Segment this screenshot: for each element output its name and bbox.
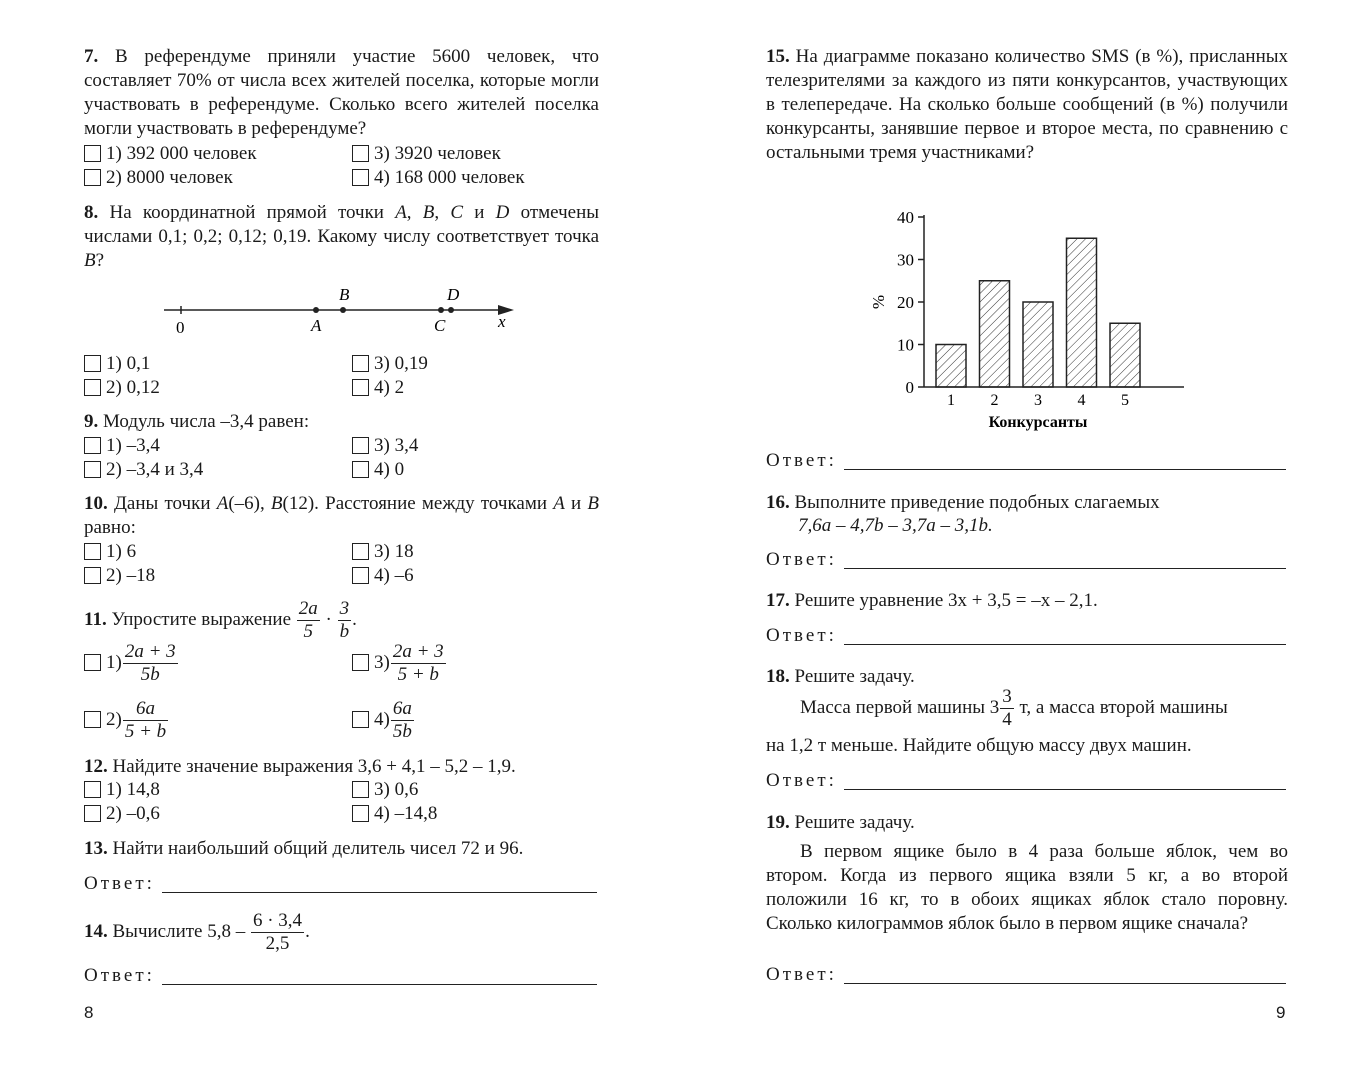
checkbox[interactable] [352,355,369,372]
x-axis-label: Конкурсанты [988,414,1088,431]
checkbox[interactable] [352,805,369,822]
question-7 [84,45,599,141]
option[interactable] [84,434,160,458]
question-number: 18. [766,666,790,687]
checkbox[interactable] [352,145,369,162]
zero-label: 0 [176,318,185,337]
checkbox[interactable] [84,781,101,798]
question-number: 15. [766,46,790,67]
y-tick-label: 40 [897,208,914,227]
fraction: $\frac{2a + 3}{5 + b}$ [392,641,444,685]
option[interactable] [84,698,169,743]
checkbox[interactable] [352,169,369,186]
answer-line[interactable] [162,892,597,893]
x-tick-label: 1 [947,392,955,409]
answer-field[interactable] [766,769,1288,793]
option[interactable] [352,802,437,826]
question-9 [84,410,599,434]
option[interactable] [84,802,160,826]
fraction: $\frac{6 \cdot 3,4}{2,5}$ [252,910,303,954]
question-text: Решите задачу. [794,666,915,687]
option-label: 3) 0,19 [374,353,428,374]
x-tick-label: 5 [1121,392,1129,409]
y-tick-label: 30 [897,250,914,270]
task-text-part: Масса первой машины 3 [800,696,1000,718]
point-name: A [395,202,407,223]
task-text [800,686,1288,731]
checkbox[interactable] [352,711,369,728]
question-number: 17. [766,590,790,611]
checkbox[interactable] [352,437,369,454]
punct: . [305,920,310,942]
bar [936,345,966,388]
x-tick-label: 3 [1034,392,1042,409]
answer-field[interactable] [84,872,599,896]
question-8 [84,201,599,273]
point-name: B [587,493,600,514]
option[interactable] [84,376,160,400]
answer-label: Ответ: [84,965,155,986]
option[interactable] [352,698,415,743]
task-text: В первом ящике было в 4 раза больше яблок, чем во втором. Когда из первого ящика взяли 5 кг, а во второй положили 16 кг, то в обоих ящиках яблок стало поровну. Сколько килограммов яблок было в первом ящике сначала? [766,841,1288,934]
option-label: 1) 0,1 [106,353,151,374]
question-17 [766,589,1288,613]
point-name: A [216,493,229,514]
question-text: Модуль числа –3,4 равен: [103,411,310,432]
option[interactable] [84,641,179,686]
fraction: $\frac{6a}{5 + b}$ [124,698,167,742]
question-12 [84,755,599,779]
x-tick-label: 2 [990,392,999,409]
punct: . [352,608,357,630]
answer-field[interactable] [766,548,1288,572]
question-text: равно: [84,517,136,538]
option[interactable] [84,540,136,564]
option[interactable] [84,352,150,376]
option[interactable] [84,564,155,588]
answer-line[interactable] [844,789,1286,790]
answer-line[interactable] [844,568,1286,569]
point-name: B [422,202,435,223]
answer-line[interactable] [844,469,1286,470]
question-11 [84,598,599,643]
checkbox[interactable] [84,567,101,584]
fraction: $\frac{3}{b}$ [339,598,350,642]
option-label: 4) 0 [374,459,405,480]
conjunction: и [564,493,588,514]
option[interactable] [352,564,414,588]
left-page [84,0,599,1080]
question-10 [84,492,599,540]
option[interactable] [352,434,418,458]
checkbox[interactable] [352,461,369,478]
answer-field[interactable] [766,449,1288,473]
question-text: Решите задачу. [794,812,915,833]
question-text: На координатной прямой точки [109,202,396,223]
option-label: 3) 3920 человек [374,143,501,164]
bar [1110,323,1140,387]
checkbox[interactable] [352,379,369,396]
option-label: 2) –18 [106,565,156,586]
task-text: на 1,2 т меньше. Найдите общую массу двух машин. [766,735,1192,756]
point-b [340,307,346,313]
answer-label: Ответ: [84,873,155,894]
y-tick-label: 0 [905,378,914,397]
option-label: 4) –6 [374,565,414,586]
answer-label: Ответ: [766,625,837,646]
option[interactable] [352,641,447,686]
answer-label: Ответ: [766,450,837,471]
y-tick-label: 20 [897,293,914,312]
x-tick-label: 4 [1077,392,1086,409]
point-c [438,307,444,313]
question-text: (12). Расстояние между точками [282,493,554,514]
point-a [313,307,319,313]
answer-field[interactable] [84,964,599,988]
option[interactable] [84,458,203,482]
answer-line[interactable] [162,984,597,985]
question-text: Даны точки [113,493,217,514]
point-name: C [450,202,464,223]
checkbox[interactable] [84,437,101,454]
bar [980,281,1010,387]
question-number: 13. [84,838,108,859]
question-number: 9. [84,411,99,432]
question-text: На диаграмме показано количество SMS (в %), присланных телезрителями за каждого из пяти конкурсантов, участвующих в телепередаче. На сколько больше сообщений (в %) получили конкурсанты, занявшие первое и второе места, по сравнению с остальными тремя участниками? [766,46,1288,163]
point-name: B [84,250,96,271]
option-label: 2) 8000 человек [106,167,233,188]
question-number: 11. [84,608,107,630]
punct: ? [95,250,105,271]
option[interactable] [352,352,428,376]
number-line [159,282,609,342]
checkbox[interactable] [84,379,101,396]
question-number: 19. [766,812,790,833]
point-name: D [495,202,510,223]
option[interactable] [84,166,233,190]
question-text: В референдуме приняли участие 5600 человек, что составляет 70% от числа всех жителей поселка, которые могли участвовать в референдуме. Сколько всего жителей поселка могли участвовать в референдуме? [84,46,599,139]
answer-label: Ответ: [766,549,837,570]
option[interactable] [352,142,501,166]
option-label: 4) 168 000 человек [374,167,525,188]
answer-field[interactable] [766,963,1288,987]
fraction: $\frac{2a + 3}{5b}$ [124,641,176,685]
checkbox[interactable] [84,355,101,372]
option-label: 4) –14,8 [374,803,438,824]
option-label: 4) [374,708,390,730]
checkbox[interactable] [84,805,101,822]
bar [1023,302,1053,387]
task-text-part: т, а масса второй машины [1014,696,1228,718]
question-16 [766,491,1288,515]
answer-label: Ответ: [766,964,837,985]
option-label: 3) 18 [374,541,414,562]
checkbox[interactable] [84,169,101,186]
y-axis-label: % [869,294,888,310]
answer-field[interactable] [766,624,1288,648]
option-label: 4) 2 [374,377,405,398]
checkbox[interactable] [352,543,369,560]
question-number: 14. [84,920,108,942]
checkbox[interactable] [84,145,101,162]
label-a: A [311,316,322,335]
option[interactable] [352,166,525,190]
y-tick-label: 10 [897,335,914,355]
bar-chart [861,200,1191,440]
fraction: $\frac{2a}{5}$ [298,598,318,642]
option[interactable] [84,142,257,166]
label-c: C [434,316,446,335]
question-number: 16. [766,492,790,513]
punct: , [406,202,423,223]
label-d: D [447,285,460,304]
option[interactable] [352,458,404,482]
checkbox[interactable] [352,781,369,798]
answer-line[interactable] [844,644,1286,645]
multiply-sign: · [320,608,337,630]
option-label: 3) [374,651,390,673]
answer-line[interactable] [844,983,1286,984]
question-text: Найдите значение выражения 3,6 + 4,1 – 5,2 – 1,9. [112,756,516,777]
answer-label: Ответ: [766,770,837,791]
page-number-left: 8 [84,1003,94,1022]
option[interactable] [84,778,160,802]
option-label: 1) 14,8 [106,779,160,800]
checkbox[interactable] [84,654,101,671]
option-label: 3) 3,4 [374,435,419,456]
question-text: Упростите выражение [111,608,292,630]
option[interactable] [352,540,414,564]
option-label: 3) 0,6 [374,779,419,800]
question-text: Выполните приведение подобных слагаемых [794,492,1160,513]
point-d [448,307,454,313]
conjunction: и [463,202,496,223]
option-label: 1) 6 [106,541,137,562]
option-label: 1) –3,4 [106,435,160,456]
option-label: 1) [106,651,122,673]
checkbox[interactable] [84,543,101,560]
question-number: 8. [84,202,99,223]
question-text: Найти наибольший общий делитель чисел 72 и 96. [112,838,524,859]
option-label: 2) [106,708,122,730]
bar [1067,238,1097,387]
question-text: отмечены числами 0,1; 0,2; 0,12; 0,19. Какому числу соответствует точка [84,202,600,247]
question-15 [766,45,1288,165]
checkbox[interactable] [352,567,369,584]
checkbox[interactable] [84,461,101,478]
label-x: x [498,312,506,331]
question-number: 10. [84,493,108,514]
option-label: 2) 0,12 [106,377,160,398]
right-page [766,0,1288,1080]
question-19 [766,811,1288,835]
expression: 7,6a – 4,7b – 3,7a – 3,1b. [798,515,993,536]
point-value: (–6), [228,493,271,514]
question-text: Решите уравнение 3x + 3,5 = –x – 2,1. [794,590,1098,611]
question-number: 7. [84,46,99,67]
checkbox[interactable] [84,711,101,728]
question-text: Вычислите 5,8 – [112,920,246,942]
fraction: $\frac{3}{4}$ [1002,686,1012,730]
page-number-right: 9 [1276,1003,1286,1022]
question-number: 12. [84,756,108,777]
point-name: B [270,493,283,514]
label-b: B [339,285,350,304]
point-name: A [553,493,565,514]
question-13 [84,837,599,861]
option[interactable] [352,778,418,802]
question-14 [84,910,599,955]
option[interactable] [352,376,404,400]
option-label: 2) –3,4 и 3,4 [106,459,204,480]
option-label: 2) –0,6 [106,803,160,824]
option-label: 1) 392 000 человек [106,143,257,164]
fraction: $\frac{6a}{5b}$ [392,698,412,742]
checkbox[interactable] [352,654,369,671]
punct: , [434,202,451,223]
